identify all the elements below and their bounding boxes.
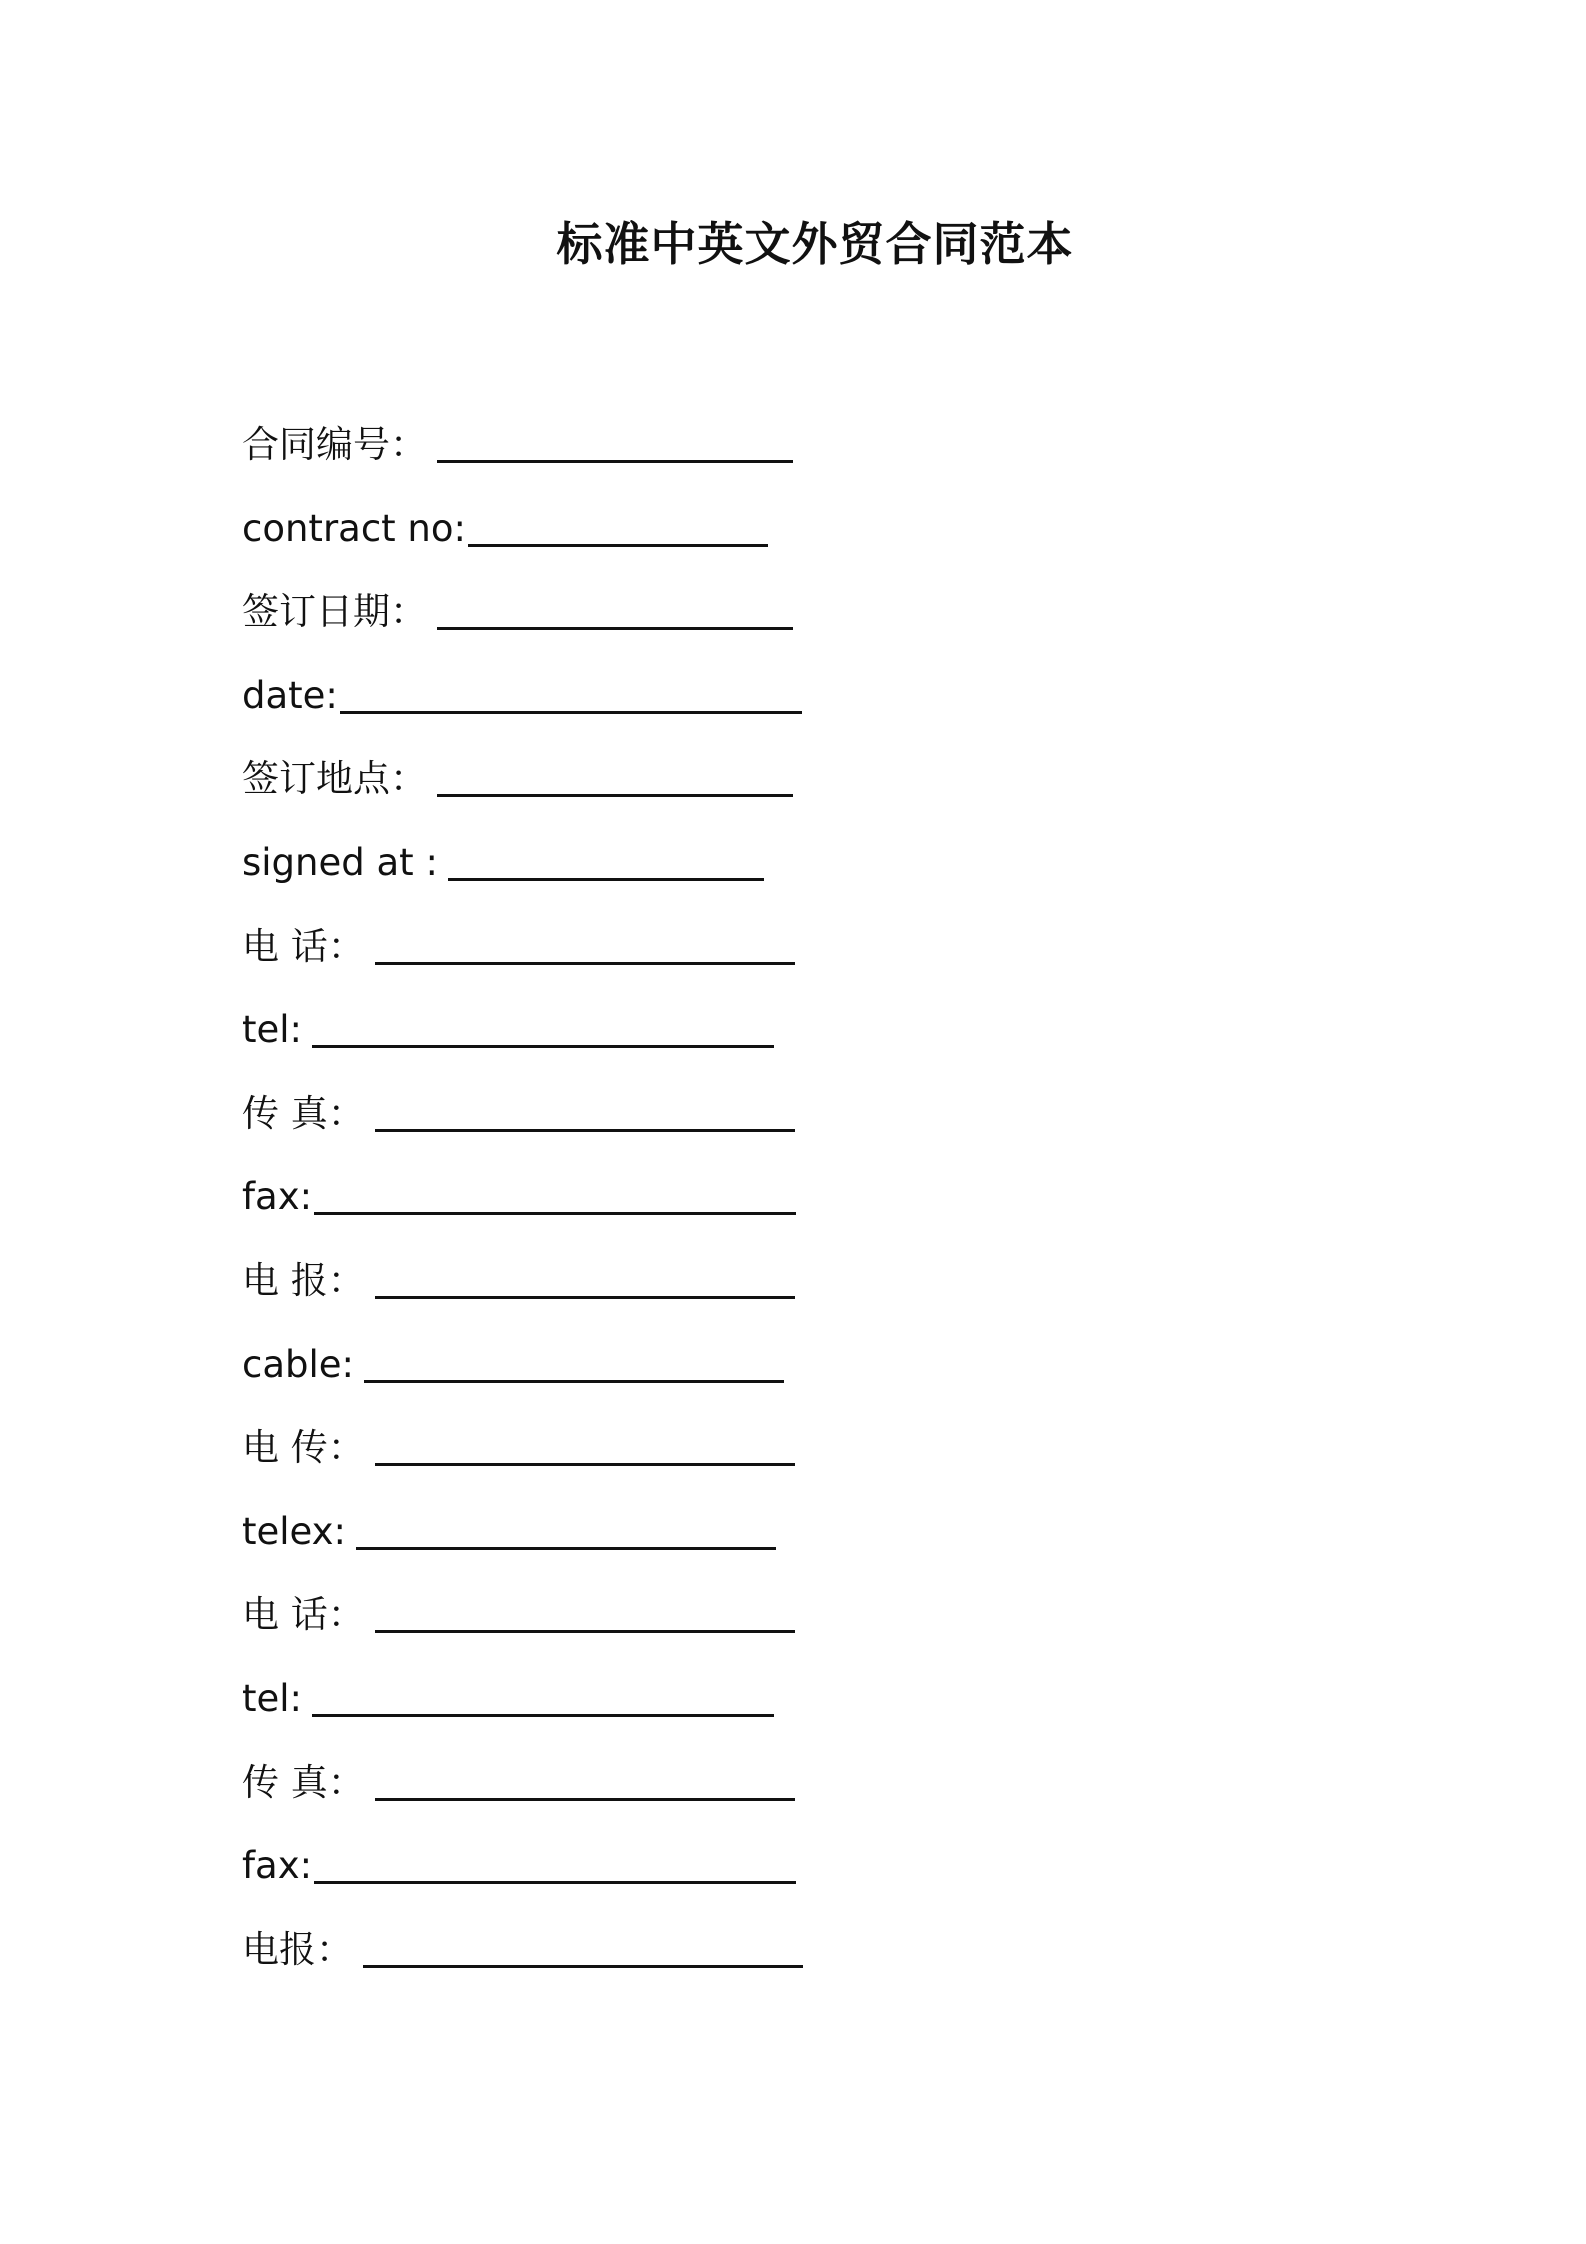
field-label: contract no: xyxy=(242,506,466,550)
field-label: 合同编号： xyxy=(242,423,427,466)
field-label: 电 报： xyxy=(242,1258,365,1302)
field-fax-en-2 xyxy=(242,1831,1142,1915)
field-cable-zh-2 xyxy=(242,1915,1142,1999)
field-telephone-zh xyxy=(242,912,1142,996)
document-title: 标准中英文外贸合同范本 xyxy=(556,217,1074,271)
blank-line[interactable] xyxy=(448,834,764,881)
blank-line[interactable] xyxy=(340,667,802,714)
field-label: 传 真： xyxy=(242,1091,365,1135)
blank-line[interactable] xyxy=(375,1085,795,1132)
blank-line[interactable] xyxy=(375,1419,795,1466)
field-label: 电 传： xyxy=(242,1426,365,1470)
field-label: 签订日期： xyxy=(242,590,427,634)
blank-line[interactable] xyxy=(437,416,793,463)
blank-line[interactable] xyxy=(375,1252,795,1299)
field-label: 电 话： xyxy=(242,1593,365,1637)
blank-line[interactable] xyxy=(363,1921,803,1968)
field-fax-zh xyxy=(242,1079,1142,1163)
field-telephone-en-2 xyxy=(242,1664,1142,1748)
field-label: tel: xyxy=(242,1676,303,1720)
field-label: date: xyxy=(242,673,338,717)
blank-line[interactable] xyxy=(437,750,793,797)
field-telex-en xyxy=(242,1497,1142,1581)
field-cable-en xyxy=(242,1330,1142,1414)
field-label: tel: xyxy=(242,1008,303,1052)
field-fax-en xyxy=(242,1162,1142,1246)
field-label: fax: xyxy=(242,1175,313,1219)
field-telex-zh xyxy=(242,1413,1142,1497)
blank-line[interactable] xyxy=(375,1754,795,1801)
field-cable-zh xyxy=(242,1246,1142,1330)
field-label: 签订地点： xyxy=(242,757,427,801)
field-label: 电 话： xyxy=(242,924,365,968)
field-telephone-zh-2 xyxy=(242,1580,1142,1664)
field-label: telex: xyxy=(242,1509,347,1553)
field-contract-number-en xyxy=(242,494,1142,578)
blank-line[interactable] xyxy=(468,500,768,547)
blank-line[interactable] xyxy=(314,1168,796,1215)
blank-line[interactable] xyxy=(375,918,795,965)
field-sign-date-zh xyxy=(242,577,1142,661)
field-label: 电报： xyxy=(242,1927,353,1971)
blank-line[interactable] xyxy=(437,583,793,630)
field-sign-place-zh xyxy=(242,744,1142,828)
blank-line[interactable] xyxy=(364,1336,784,1383)
field-sign-place-en xyxy=(242,828,1142,912)
blank-line[interactable] xyxy=(356,1503,776,1550)
field-sign-date-en xyxy=(242,661,1142,745)
field-contract-number-zh xyxy=(242,410,1142,494)
field-label: cable: xyxy=(242,1342,355,1386)
field-label: fax: xyxy=(242,1844,313,1888)
blank-line[interactable] xyxy=(314,1837,796,1884)
field-label: 传 真： xyxy=(242,1760,365,1804)
field-telephone-en xyxy=(242,995,1142,1079)
contract-fields xyxy=(242,410,1142,1998)
field-fax-zh-2 xyxy=(242,1748,1142,1832)
blank-line[interactable] xyxy=(312,1670,774,1717)
blank-line[interactable] xyxy=(312,1001,774,1048)
field-label: signed at : xyxy=(242,840,438,884)
blank-line[interactable] xyxy=(375,1586,795,1633)
